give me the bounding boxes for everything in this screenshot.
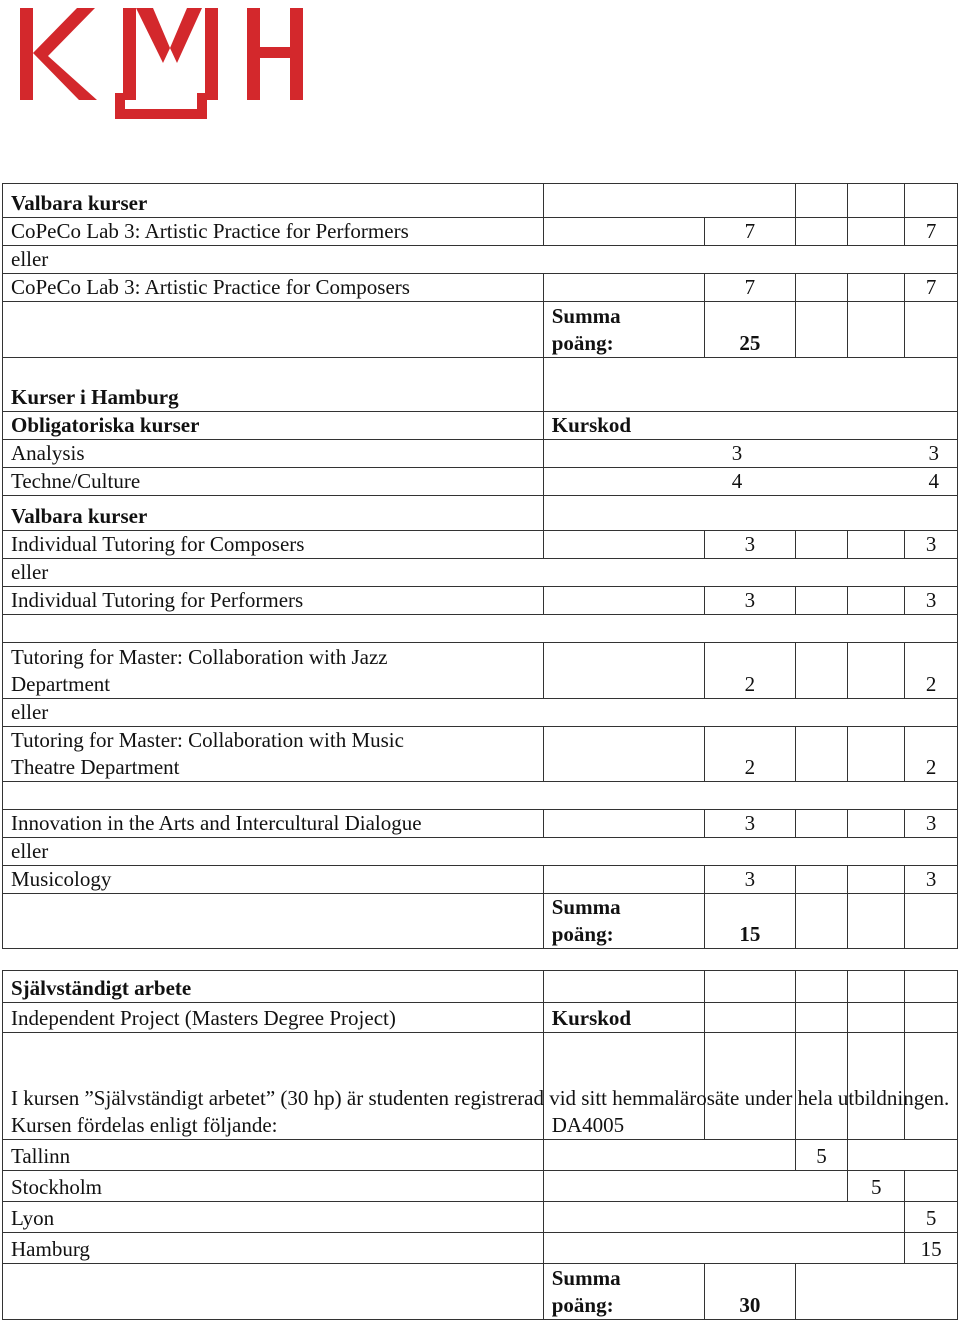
kurskod-value: DA4005: [543, 1033, 704, 1140]
table-row: [3, 866, 958, 894]
course-name: Individual Tutoring for Composers: [3, 531, 544, 559]
table-row: [3, 496, 958, 531]
table-row: [3, 971, 958, 1003]
hp-value: 4: [731, 469, 743, 493]
table-row: [3, 559, 958, 587]
semester-value: 7: [905, 274, 958, 302]
table-row: [3, 894, 958, 949]
course-name: CoPeCo Lab 3: Artistic Practice for Performers: [3, 218, 544, 246]
semester-value: 3: [928, 441, 939, 465]
semester-value: 2: [905, 727, 958, 782]
table-row: [3, 1264, 958, 1320]
table-row: [3, 412, 958, 440]
city-name: Tallinn: [3, 1140, 544, 1171]
project-subtitle: Independent Project (Masters Degree Project): [3, 1003, 544, 1033]
course-name: CoPeCo Lab 3: Artistic Practice for Composers: [3, 274, 544, 302]
course-name: Analysis: [3, 440, 544, 468]
table-row: [3, 727, 958, 782]
city-value: 5: [795, 1140, 848, 1171]
semester-value: 3: [905, 587, 958, 615]
hp-value: 2: [705, 643, 796, 699]
city-name: Stockholm: [3, 1171, 544, 1202]
semester-value: 4: [928, 469, 939, 493]
table-row: [3, 1233, 958, 1264]
table-row: [3, 838, 958, 866]
obligatory-header: Obligatoriska kurser: [3, 412, 544, 440]
hp-value: 7: [705, 218, 796, 246]
semester-value: 2: [905, 643, 958, 699]
city-name: Lyon: [3, 1202, 544, 1233]
hp-value: 2: [705, 727, 796, 782]
table-row: [3, 810, 958, 838]
table-row: [3, 531, 958, 559]
summa-label: Summa poäng:: [543, 1264, 704, 1320]
summa-value: 25: [705, 302, 796, 358]
table-row: [3, 699, 958, 727]
city-value: 15: [905, 1233, 958, 1264]
course-name: Tutoring for Master: Collaboration with Music Theatre Department: [3, 727, 544, 782]
kurskod-header: Kurskod: [543, 1003, 704, 1033]
table-row: [3, 1033, 958, 1140]
section-title: Kurser i Hamburg: [3, 358, 544, 412]
table-row: [3, 468, 958, 496]
summa-label: Summa poäng:: [543, 302, 704, 358]
summa-value: 15: [705, 894, 796, 949]
table-row: [3, 1171, 958, 1202]
table-row: [3, 1202, 958, 1233]
table-row: [3, 440, 958, 468]
semester-value: 7: [905, 218, 958, 246]
semester-value: 3: [905, 810, 958, 838]
table-row: [3, 643, 958, 699]
row-label: Valbara kurser: [3, 184, 544, 218]
table-row: [3, 302, 958, 358]
table-row: [3, 218, 958, 246]
kmh-logo: [15, 3, 305, 123]
course-name: Individual Tutoring for Performers: [3, 587, 544, 615]
summa-value: 30: [705, 1264, 796, 1320]
hp-value: 3: [705, 587, 796, 615]
table-row: [3, 274, 958, 302]
table-row: [3, 782, 958, 810]
course-name: Innovation in the Arts and Intercultural Dialogue: [3, 810, 544, 838]
city-value: 5: [848, 1171, 905, 1202]
table-row: [3, 587, 958, 615]
table-row: [3, 1003, 958, 1033]
kurskod-header: Kurskod: [543, 412, 957, 440]
semester-value: 3: [905, 531, 958, 559]
hp-value: 3: [705, 866, 796, 894]
course-table-1: [2, 183, 958, 949]
table-row: [3, 184, 958, 218]
course-name: Musicology: [3, 866, 544, 894]
hp-value: 3: [705, 531, 796, 559]
project-description: I kursen ”Självständigt arbetet” (30 hp) är studenten registrerad vid sitt hemmalärosäte under hela utbildningen. Kursen fördelas enligt följande:: [3, 1033, 544, 1140]
city-value: 5: [905, 1202, 958, 1233]
hp-value: 3: [731, 441, 743, 465]
table-row: [3, 615, 958, 643]
hp-value: 3: [705, 810, 796, 838]
city-name: Hamburg: [3, 1233, 544, 1264]
hp-value: 7: [705, 274, 796, 302]
or-label: eller: [3, 246, 958, 274]
valbara-label: Valbara kurser: [3, 496, 544, 531]
table-row: [3, 246, 958, 274]
course-name: Tutoring for Master: Collaboration with Jazz Department: [3, 643, 544, 699]
section-title: Självständigt arbete: [3, 971, 544, 1003]
table-row: [3, 358, 958, 412]
or-label: eller: [3, 838, 958, 866]
course-table-2: [2, 970, 958, 1320]
course-name: Techne/Culture: [3, 468, 544, 496]
or-label: eller: [3, 699, 958, 727]
table-row: [3, 1140, 958, 1171]
or-label: eller: [3, 559, 958, 587]
semester-value: 3: [905, 866, 958, 894]
summa-label: Summa poäng:: [543, 894, 704, 949]
